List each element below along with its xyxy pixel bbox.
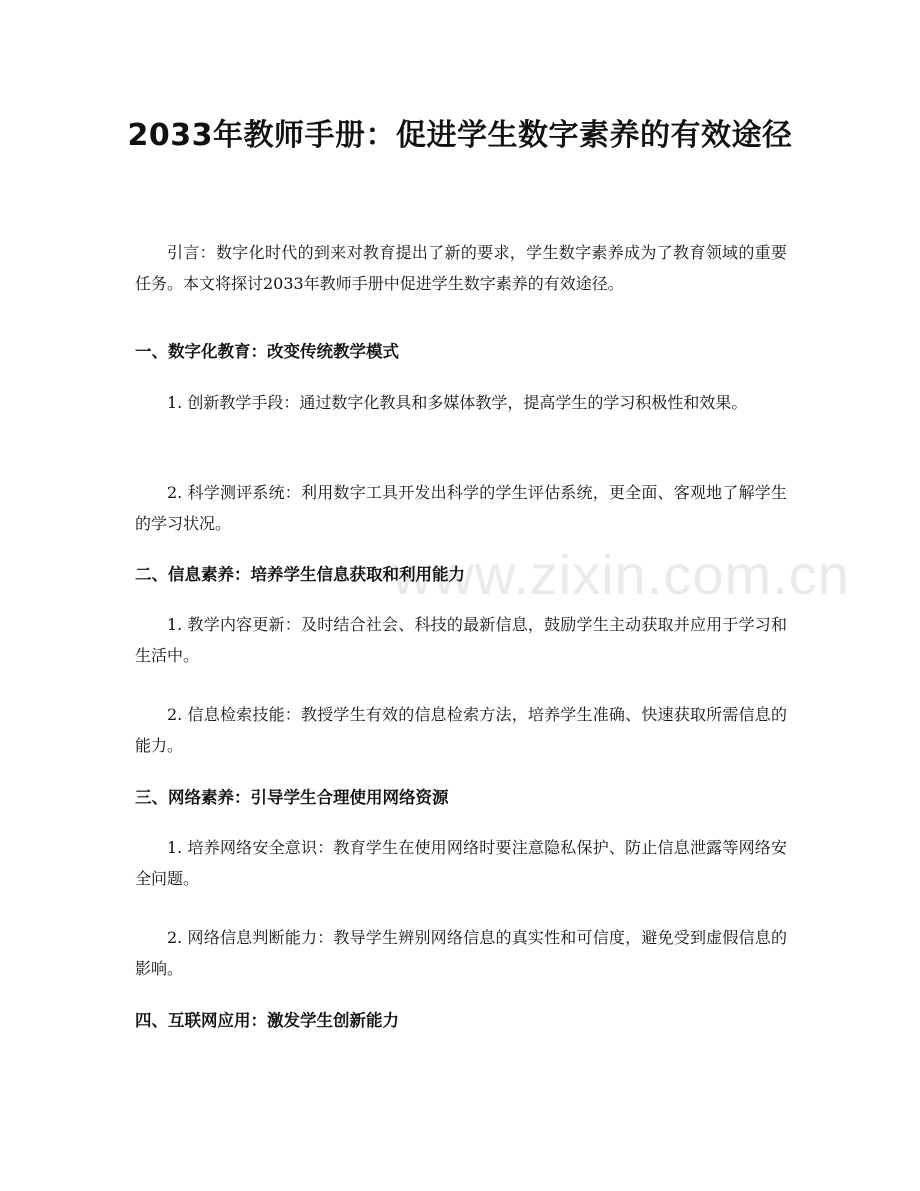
document-title: 2033年教师手册：促进学生数字素养的有效途径 [127, 118, 793, 153]
section-1-item-2: 2. 科学测评系统：利用数字工具开发出科学的学生评估系统，更全面、客观地了解学生的学习状况。 [135, 483, 787, 533]
section-2-item-1: 1. 教学内容更新：及时结合社会、科技的最新信息，鼓励学生主动获取并应用于学习和生活中。 [135, 615, 787, 665]
section-heading-1: 一、数字化教育：改变传统教学模式 [135, 342, 399, 361]
section-3-item-2: 2. 网络信息判断能力：教导学生辨别网络信息的真实性和可信度，避免受到虚假信息的影响。 [135, 928, 787, 978]
section-heading-4: 四、互联网应用：激发学生创新能力 [135, 1011, 399, 1030]
section-3-item-1: 1. 培养网络安全意识：教育学生在使用网络时要注意隐私保护、防止信息泄露等网络安全问题。 [135, 838, 787, 888]
section-1-item-1: 1. 创新教学手段：通过数字化教具和多媒体教学，提高学生的学习积极性和效果。 [167, 393, 748, 412]
intro-paragraph: 引言：数字化时代的到来对教育提出了新的要求，学生数字素养成为了教育领域的重要任务。本文将探讨2033年教师手册中促进学生数字素养的有效途径。 [135, 243, 787, 293]
section-2-item-2: 2. 信息检索技能：教授学生有效的信息检索方法，培养学生准确、快速获取所需信息的能力。 [135, 705, 787, 755]
section-heading-2: 二、信息素养：培养学生信息获取和利用能力 [135, 565, 465, 584]
section-heading-3: 三、网络素养：引导学生合理使用网络资源 [135, 788, 449, 807]
watermark: www.zixin.com.cn [392, 543, 850, 606]
